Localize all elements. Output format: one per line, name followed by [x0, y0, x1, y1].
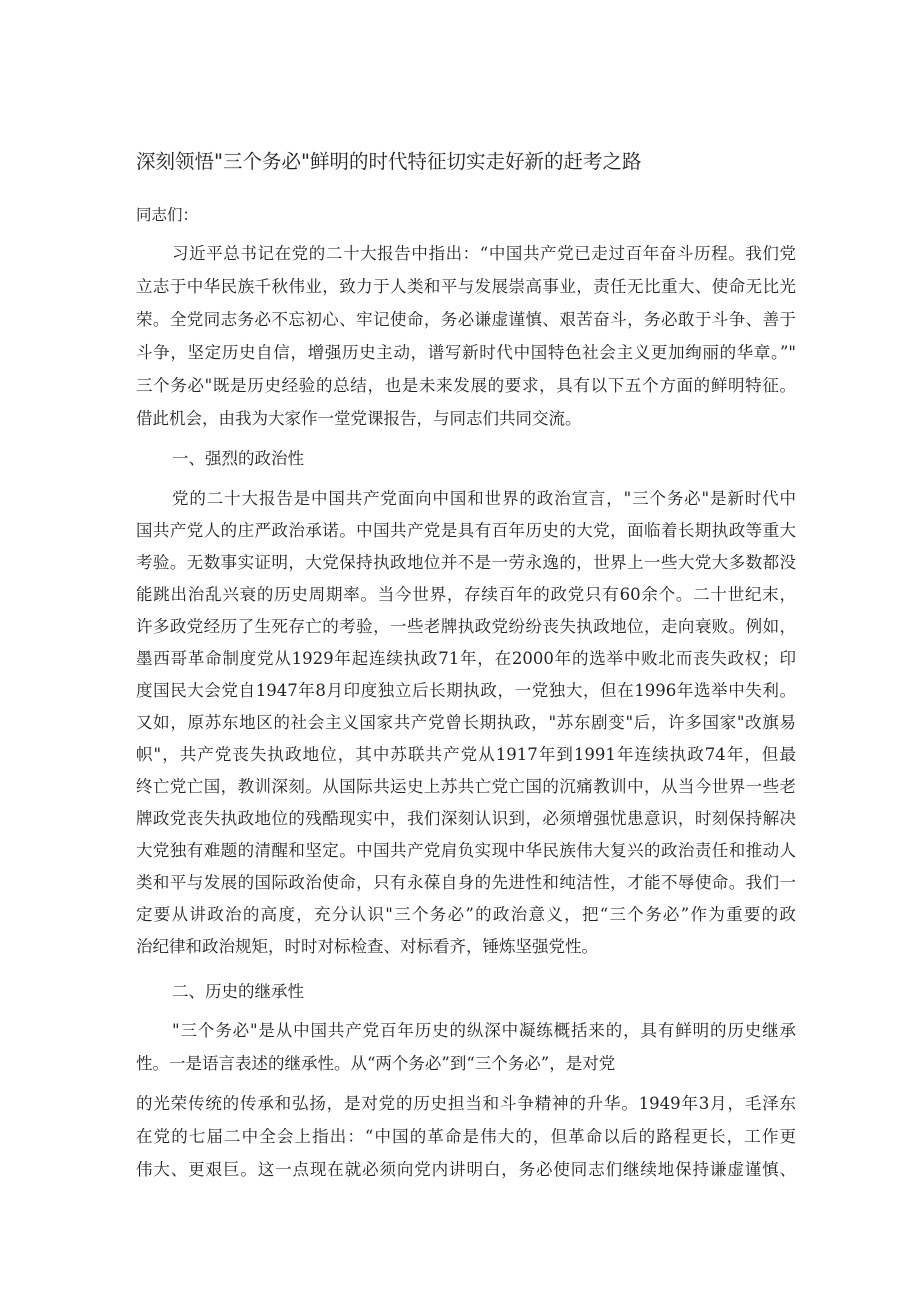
paragraph-line: 墨西哥革命制度党从1929年起连续执政71年，在2000年的选举中败北而丧失政权；印 — [136, 649, 796, 668]
paragraph-line: 伟大、更艰巨。这一点现在就必须向党内讲明白，务必使同志们继续地保持谦虚谨慎、 — [136, 1160, 796, 1179]
paragraph-line: 许多政党经历了生死存亡的考验，一些老牌执政党纷纷丧失执政地位，走向衰败。例如， — [136, 617, 796, 636]
paragraph-line: 终亡党亡国，教训深刻。从国际共运史上苏共亡党亡国的沉痛教训中，从当今世界一些老 — [136, 777, 796, 796]
paragraph-line: 的光荣传统的传承和弘扬，是对党的历史担当和斗争精神的升华。1949年3月，毛泽东 — [136, 1094, 796, 1113]
paragraph-line: 立志于中华民族千秋伟业，致力于人类和平与发展崇高事业，责任无比重大、使命无比光 — [136, 277, 796, 296]
document-title: 深刻领悟"三个务必"鲜明的时代特征切实走好新的赶考之路 — [136, 150, 642, 173]
section-heading: 二、历史的继承性 — [172, 982, 304, 1001]
paragraph-line: 在党的七届二中全会上指出：“中国的革命是伟大的，但革命以后的路程更长，工作更 — [136, 1127, 796, 1146]
paragraph-line: 大党独有难题的清醒和坚定。中国共产党肩负实现中华民族伟大复兴的政治责任和推动人 — [136, 841, 796, 860]
paragraph-line: 借此机会，由我为大家作一堂党课报告，与同志们共同交流。 — [136, 409, 582, 428]
paragraph-line: 帜"，共产党丧失执政地位，其中苏联共产党从1917年到1991年连续执政74年，但最 — [136, 745, 796, 764]
paragraph-line: 牌政党丧失执政地位的残酷现实中，我们深刻认识到，必须增强忧患意识，时刻保持解决 — [136, 809, 796, 828]
paragraph-line: 定要从讲政治的高度，充分认识"三个务必”的政治意义，把“三个务必”作为重要的政 — [136, 905, 796, 924]
paragraph-line: 三个务必"既是历史经验的总结，也是未来发展的要求，具有以下五个方面的鲜明特征。 — [136, 376, 796, 395]
salutation: 同志们： — [136, 206, 199, 224]
paragraph-line: 斗争，坚定历史自信，增强历史主动，谱写新时代中国特色社会主义更加绚丽的华章。”" — [136, 343, 796, 362]
paragraph-line: 考验。无数事实证明，大党保持执政地位并不是一劳永逸的，世界上一些大党大多数都没 — [136, 553, 796, 572]
paragraph-line: 治纪律和政治规矩，时时对标检查、对标看齐，锤炼坚强党性。 — [136, 937, 598, 956]
paragraph-line: 能跳出治乱兴衰的历史周期率。当今世界，存续百年的政党只有60余个。二十世纪末， — [136, 585, 796, 604]
paragraph-line: 习近平总书记在党的二十大报告中指出：“中国共产党已走过百年奋斗历程。我们党 — [172, 244, 796, 263]
paragraph-line: 性。一是语言表述的继承性。从“两个务必”到“三个务必”，是对党 — [136, 1054, 616, 1073]
paragraph-line: 又如，原苏东地区的社会主义国家共产党曾长期执政，"苏东剧变"后，许多国家"改旗易 — [136, 713, 796, 732]
paragraph-line: 度国民大会党自1947年8月印度独立后长期执政，一党独大，但在1996年选举中失利。 — [136, 681, 796, 700]
paragraph-line: "三个务必"是从中国共产党百年历史的纵深中凝练概括来的，具有鲜明的历史继承 — [172, 1021, 796, 1040]
paragraph-line: 荣。全党同志务必不忘初心、牢记使命，务必谦虚谨慎、艰苦奋斗，务必敢于斗争、善于 — [136, 310, 796, 329]
section-heading: 一、强烈的政治性 — [172, 449, 304, 468]
paragraph-line: 国共产党人的庄严政治承诺。中国共产党是具有百年历史的大党，面临着长期执政等重大 — [136, 521, 796, 540]
paragraph-line: 党的二十大报告是中国共产党面向中国和世界的政治宣言，"三个务必"是新时代中 — [172, 489, 796, 508]
paragraph-line: 类和平与发展的国际政治使命，只有永葆自身的先进性和纯洁性，才能不辱使命。我们一 — [136, 873, 796, 892]
